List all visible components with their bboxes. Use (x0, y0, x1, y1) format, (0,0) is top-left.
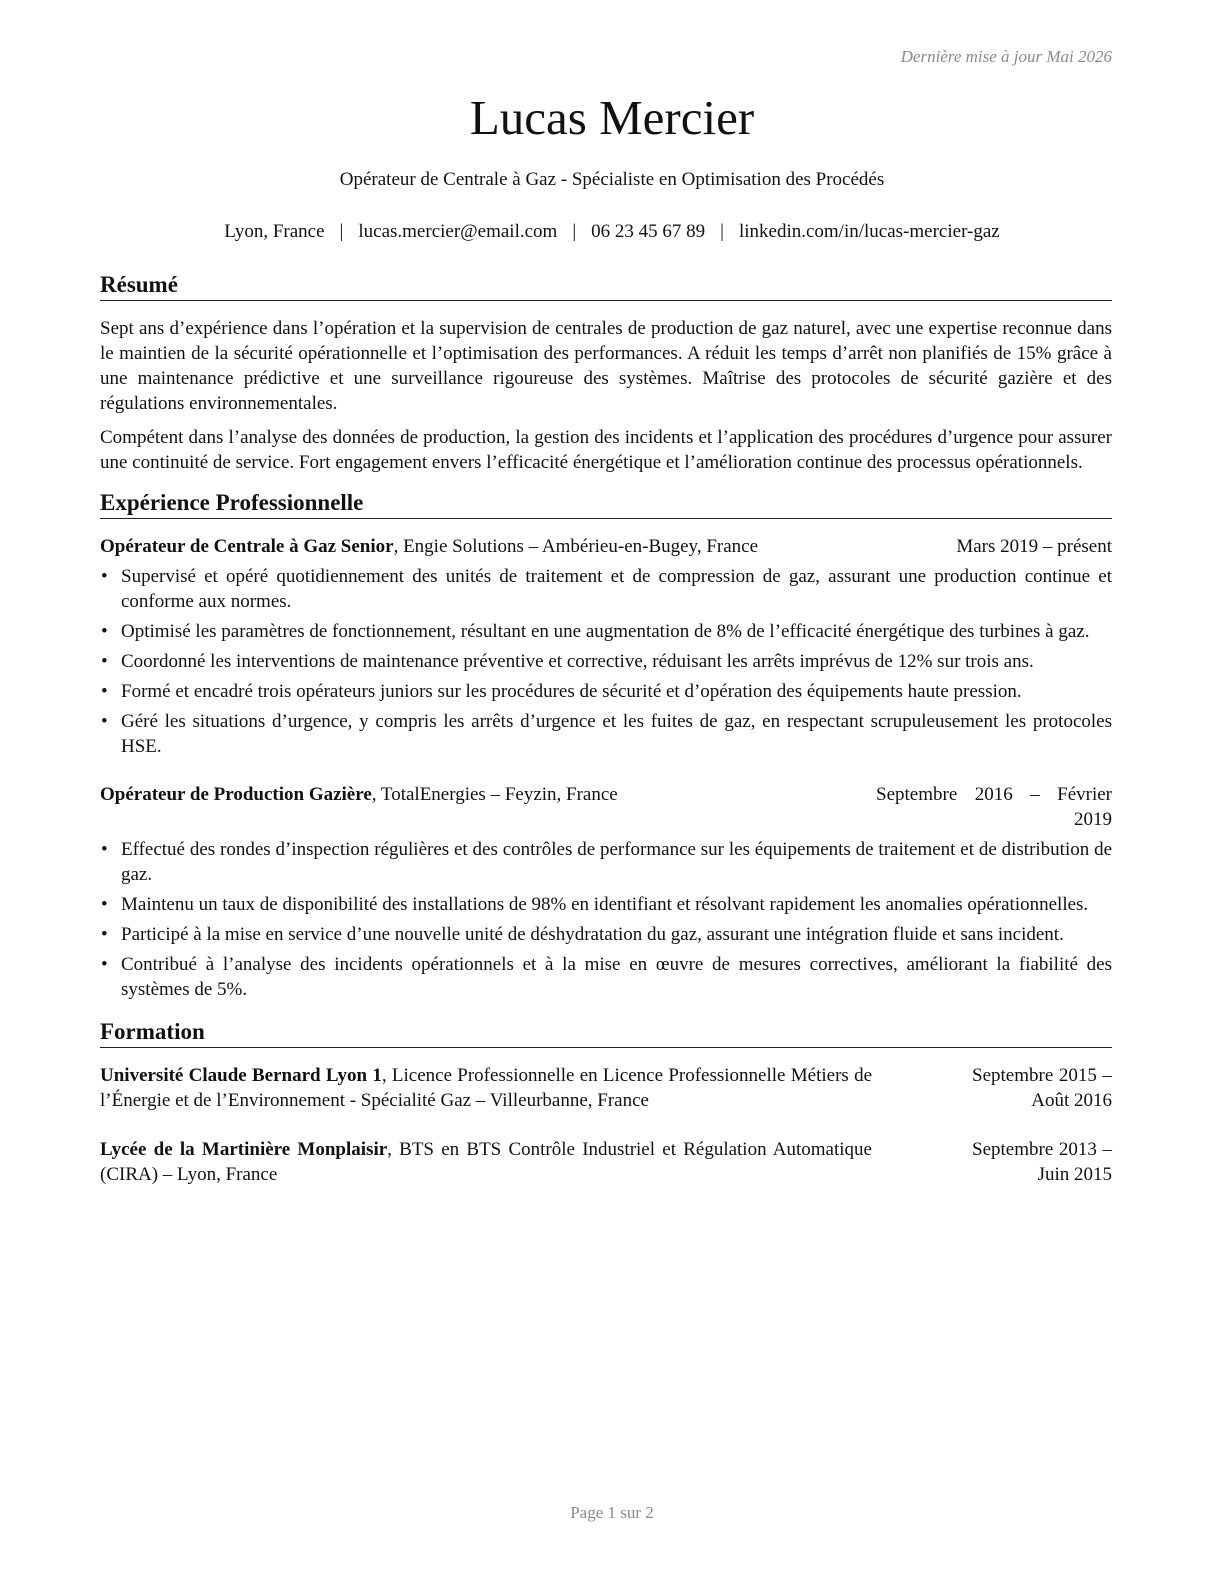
job-header (100, 534, 1112, 559)
job-company-location: , Engie Solutions – Ambérieu-en-Bugey, France (393, 536, 759, 557)
job-bullet: • Formé et encadré trois opérateurs juniors sur les procédures de sécurité et d’opération des équipements haute pression. (100, 679, 1112, 704)
job-bullet: • Supervisé et opéré quotidiennement des unités de traitement et de compression de gaz, assurant une production continue et conforme aux normes. (100, 564, 1112, 614)
contact-line (0, 219, 1224, 244)
education-description (100, 1063, 872, 1113)
job-bullet: • Optimisé les paramètres de fonctionnement, résultant en une augmentation de 8% de l’efficacité énergétique des turbines à gaz. (100, 619, 1112, 644)
education-entry (100, 1063, 1112, 1113)
contact-separator: | (572, 221, 577, 242)
education-degree-location: , Licence Professionnelle en Licence Professionnelle Métiers de l’Énergie et de l’Environnement - Spécialité Gaz – Villeurbanne, France (100, 1065, 872, 1111)
job-company-location: , TotalEnergies – Feyzin, France (371, 784, 618, 805)
education-school: Lycée de la Martinière Monplaisir (100, 1139, 388, 1160)
job-bullet: • Coordonné les interventions de maintenance préventive et corrective, réduisant les arrêts imprévus de 12% sur trois ans. (100, 649, 1112, 674)
contact-location: Lyon, France (224, 221, 325, 242)
job-entry (100, 534, 1112, 759)
job-bullet: • Effectué des rondes d’inspection régulières et des contrôles de performance sur les équipements de traitement et de distribution de gaz. (100, 837, 1112, 887)
experience-section (100, 488, 1112, 1002)
job-bullet: • Maintenu un taux de disponibilité des installations de 98% en identifiant et résolvant rapidement les anomalies opérationnelles. (100, 892, 1112, 917)
job-dates: Septembre 2016 – Février 2019 (876, 784, 1112, 830)
education-description (100, 1137, 872, 1187)
job-bullet: • Contribué à l’analyse des incidents opérationnels et à la mise en œuvre de mesures correctives, améliorant la fiabilité des systèmes de 5%. (100, 952, 1112, 1002)
education-degree-location: , BTS en BTS Contrôle Industriel et Régulation Automatique (CIRA) – Lyon, France (100, 1139, 872, 1185)
summary-paragraph: Compétent dans l’analyse des données de production, la gestion des incidents et l’application des procédures d’urgence pour assurer une continuité de service. Fort engagement envers l’efficacité énergétique et l’amélioration continue des processus opérationnels. (100, 427, 1112, 473)
job-title-subtitle: Opérateur de Centrale à Gaz - Spécialiste en Optimisation des Procédés (339, 169, 885, 190)
summary-section (100, 270, 1112, 475)
job-bullet-list (100, 564, 1112, 759)
summary-heading: Résumé (100, 270, 1112, 301)
job-header (100, 782, 1112, 832)
education-dates: Septembre 2015 – Août 2016 (972, 1065, 1112, 1111)
job-title-line (100, 782, 876, 807)
contact-separator: | (339, 221, 344, 242)
job-bullet: • Géré les situations d’urgence, y compris les arrêts d’urgence et les fuites de gaz, en respectant scrupuleusement les protocoles HSE. (100, 709, 1112, 759)
job-title: Opérateur de Production Gazière (100, 784, 372, 805)
education-entry (100, 1137, 1112, 1187)
candidate-name: Lucas Mercier (469, 90, 755, 145)
job-dates: Mars 2019 – présent (956, 536, 1112, 557)
job-bullet-list (100, 837, 1112, 1002)
contact-email-link[interactable]: lucas.mercier@email.com (358, 221, 558, 242)
summary-paragraph: Sept ans d’expérience dans l’opération et la supervision de centrales de production de gaz naturel, avec une expertise reconnue dans le maintien de la sécurité opérationnelle et l’optimisation des performances. A réduit les temps d’arrêt non planifiés de 15% grâce à une maintenance prédictive et une surveillance rigoureuse des systèmes. Maîtrise des protocoles de sécurité gazière et des régulations environnementales. (100, 318, 1112, 414)
job-title: Opérateur de Centrale à Gaz Senior (100, 536, 394, 557)
experience-heading: Expérience Professionnelle (100, 488, 1112, 519)
education-dates: Septembre 2013 – Juin 2015 (972, 1139, 1112, 1185)
contact-separator: | (720, 221, 724, 242)
last-updated-date: Dernière mise à jour Mai 2026 (900, 47, 1112, 66)
job-title-line (100, 534, 956, 559)
education-heading: Formation (100, 1017, 1112, 1048)
contact-linkedin-link[interactable]: linkedin.com/in/lucas-mercier-gaz (738, 221, 1000, 242)
resume-body (100, 270, 1112, 1187)
contact-phone: 06 23 45 67 89 (591, 221, 706, 242)
page-number: Page 1 sur 2 (570, 1503, 654, 1522)
job-bullet: • Participé à la mise en service d’une nouvelle unité de déshydratation du gaz, assurant une intégration fluide et sans incident. (100, 922, 1112, 947)
job-entry (100, 782, 1112, 1002)
education-section (100, 1017, 1112, 1187)
education-school: Université Claude Bernard Lyon 1 (100, 1065, 382, 1086)
